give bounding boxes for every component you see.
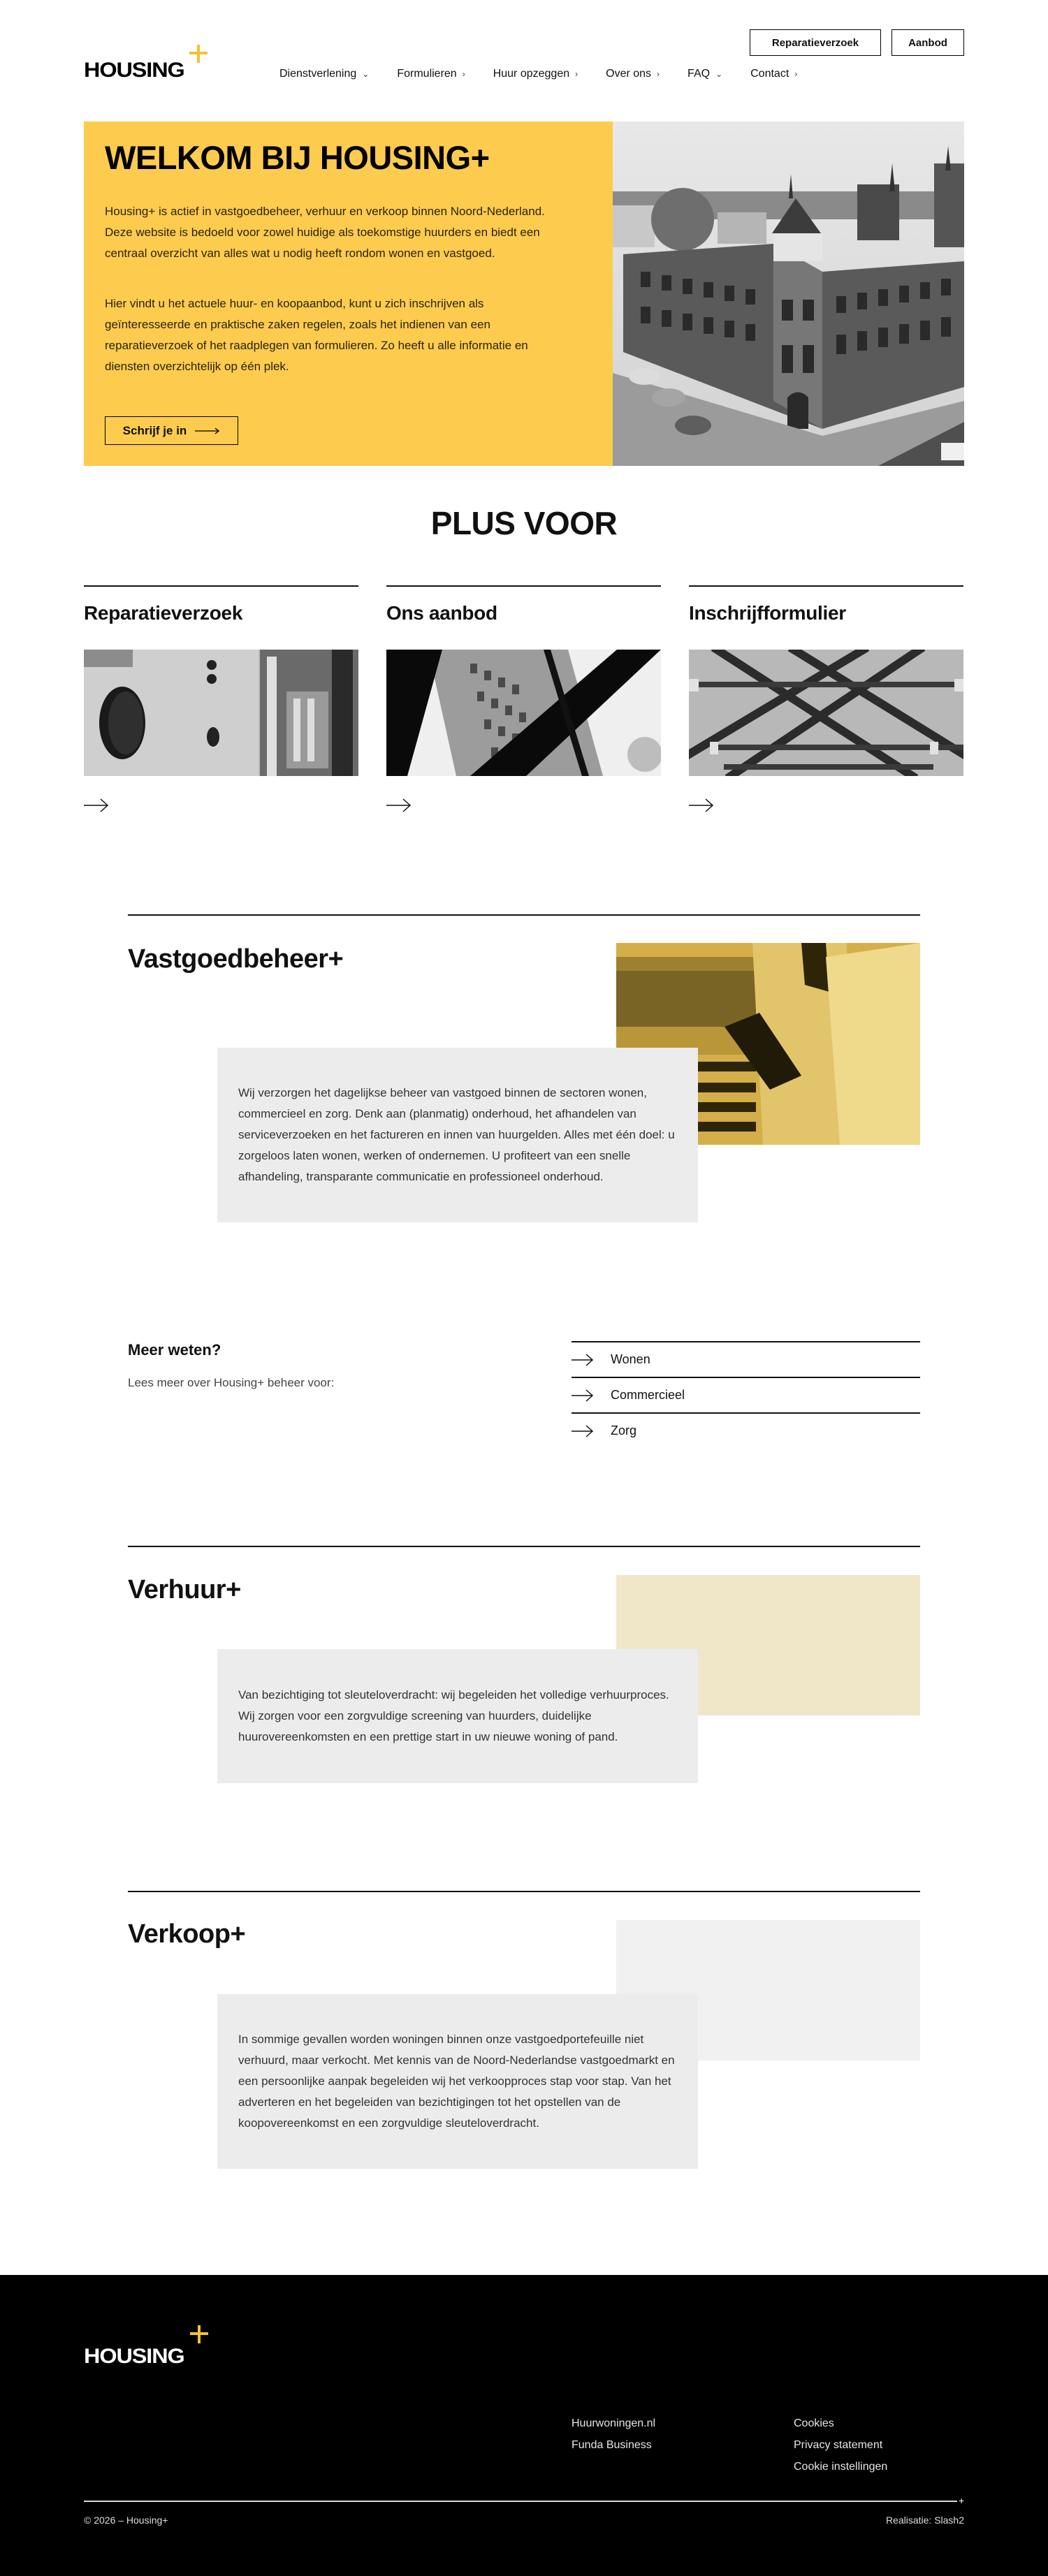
footer-divider bbox=[84, 2501, 957, 2502]
nav-item-over-ons[interactable] bbox=[606, 68, 660, 80]
arrow-right-icon[interactable] bbox=[386, 798, 412, 812]
building-photo-icon bbox=[613, 122, 964, 466]
arrow-right-icon[interactable] bbox=[689, 798, 714, 812]
verhuur-textbox bbox=[217, 1649, 698, 1783]
vastgoedbeheer-text: Wij verzorgen het dagelijkse beheer van vastgoed binnen de sectoren wonen, commercieel en zorg. Denk aan (planmatig) onderhoud, het afhandelen van serviceverzoeken en het factureren en innen van huurgelden. Alles met één doel: u zorgeloos laten wonen, werken of ondernemen. U profiteert van een snelle afhandeling, transparante communicatie en professioneel onderhoud. bbox=[238, 1086, 675, 1183]
section-divider bbox=[128, 914, 920, 916]
card-title: Inschrijfformulier bbox=[689, 602, 846, 624]
link-commercieel[interactable] bbox=[572, 1377, 920, 1412]
section-divider bbox=[128, 1546, 920, 1547]
footer-logo-wordmark: HOUSING bbox=[84, 2345, 184, 2368]
nav-label: Dienstverlening bbox=[279, 68, 357, 80]
credit-link[interactable]: Realisatie: Slash2 bbox=[885, 2515, 964, 2526]
chevron-right-icon: › bbox=[657, 69, 660, 79]
logo-plus-icon bbox=[190, 2325, 208, 2343]
verhuur-title: Verhuur+ bbox=[128, 1575, 241, 1604]
meer-weten-links bbox=[572, 1341, 920, 1448]
nav-label: Over ons bbox=[606, 68, 652, 80]
logo-link[interactable] bbox=[84, 46, 184, 82]
card-image-steel-frame bbox=[689, 650, 963, 776]
nav-label: Contact bbox=[750, 68, 789, 80]
arrow-right-icon bbox=[195, 427, 220, 434]
main-nav bbox=[279, 68, 825, 80]
copyright: © 2026 – Housing+ bbox=[84, 2515, 168, 2526]
footer-link-huurwoningen[interactable]: Huurwoningen.nl bbox=[572, 2417, 656, 2429]
footer-link-cookies[interactable]: Cookies bbox=[794, 2417, 834, 2429]
footer bbox=[0, 2275, 1048, 2576]
chevron-down-icon: ⌄ bbox=[362, 69, 370, 79]
logo-wordmark: HOUSING bbox=[84, 59, 184, 82]
hero-paragraph-2: Hier vindt u het actuele huur- en koopaanbod, kunt u zich inschrijven als geïnteresseerde en praktische zaken regelen, zoals het indienen van een reparatieverzoek of het raadplegen van formulieren. Zo heeft u alle informatie en diensten overzichtelijk op één plek. bbox=[105, 297, 528, 373]
link-label: Commercieel bbox=[611, 1388, 685, 1402]
hero-paragraph-1: Housing+ is actief in vastgoedbeheer, verhuur en verkoop binnen Noord-Nederland. Deze website is bedoeld voor zowel huidige als toekomstige huurders en biedt een centraal overzicht van alles wat u nodig heeft rondom wonen en vastgoed. bbox=[105, 205, 545, 260]
verkoop-title: Verkoop+ bbox=[128, 1919, 246, 1949]
nav-label: Huur opzeggen bbox=[493, 68, 570, 80]
arrow-right-icon bbox=[572, 1425, 594, 1437]
link-wonen[interactable] bbox=[572, 1341, 920, 1377]
nav-item-faq[interactable] bbox=[687, 68, 722, 80]
footer-link-funda-business[interactable]: Funda Business bbox=[572, 2439, 652, 2451]
vastgoedbeheer-title: Vastgoedbeheer+ bbox=[128, 944, 344, 974]
card-image-boiler bbox=[84, 650, 358, 776]
nav-item-formulieren[interactable] bbox=[397, 68, 465, 80]
nav-item-contact[interactable] bbox=[750, 68, 797, 80]
card-divider bbox=[386, 585, 661, 587]
card-title: Ons aanbod bbox=[386, 602, 497, 624]
footer-links-partners bbox=[572, 2416, 655, 2452]
schrijf-je-in-button[interactable] bbox=[105, 416, 238, 445]
plus-voor-title: PLUS VOOR bbox=[430, 505, 618, 541]
hero-building-photo bbox=[613, 122, 964, 466]
chevron-right-icon: › bbox=[462, 69, 465, 79]
card-divider bbox=[84, 585, 358, 587]
button-label: Schrijf je in bbox=[122, 423, 187, 437]
card-divider bbox=[689, 585, 963, 587]
link-label: Zorg bbox=[611, 1424, 637, 1437]
plus-icon: + bbox=[959, 2495, 965, 2506]
footer-link-privacy-statement[interactable]: Privacy statement bbox=[794, 2439, 883, 2451]
verkoop-textbox bbox=[217, 1994, 698, 2169]
nav-item-dienstverlening[interactable] bbox=[279, 68, 369, 80]
hero-title: WELKOM BIJ HOUSING+ bbox=[105, 139, 490, 176]
footer-logo-link[interactable] bbox=[84, 2329, 184, 2368]
card-ons-aanbod[interactable] bbox=[386, 585, 661, 816]
meer-weten-subtitle: Lees meer over Housing+ beheer voor: bbox=[128, 1376, 335, 1389]
chevron-right-icon: › bbox=[575, 69, 578, 79]
chevron-right-icon: › bbox=[794, 69, 798, 79]
reparatieverzoek-button[interactable]: Reparatieverzoek bbox=[750, 29, 881, 56]
card-inschrijfformulier[interactable] bbox=[689, 585, 963, 816]
arrow-right-icon bbox=[572, 1354, 594, 1366]
card-image-tower bbox=[386, 650, 661, 776]
verhuur-text: Van bezichtiging tot sleuteloverdracht: wij begeleiden het volledige verhuurproces. Wij zorgen voor een zorgvuldige screening van huurders, duidelijke huurovereenkomsten en een prettige start in uw nieuwe woning of pand. bbox=[238, 1688, 669, 1743]
chevron-down-icon: ⌄ bbox=[715, 69, 723, 79]
tower-photo-icon bbox=[386, 650, 661, 776]
meer-weten-title: Meer weten? bbox=[128, 1341, 221, 1359]
verkoop-text: In sommige gevallen worden woningen binnen onze vastgoedportefeuille niet verhuurd, maar verkocht. Met kennis van de Noord-Nederlandse vastgoedmarkt en een persoonlijke aanpak begeleiden wij het verkoopproces stap voor stap. Van het adverteren en het begeleiden van bezichtigingen tot het opstellen van de koopovereenkomst en een zorgvuldige sleuteloverdracht. bbox=[238, 2033, 675, 2130]
card-title: Reparatieverzoek bbox=[84, 602, 243, 624]
link-label: Wonen bbox=[611, 1352, 650, 1366]
link-zorg[interactable] bbox=[572, 1412, 920, 1448]
nav-item-huur-opzeggen[interactable] bbox=[493, 68, 578, 80]
nav-label: FAQ bbox=[687, 68, 711, 80]
card-reparatieverzoek[interactable] bbox=[84, 585, 358, 816]
steel-frame-photo-icon bbox=[689, 650, 963, 776]
arrow-right-icon[interactable] bbox=[84, 798, 109, 812]
vastgoedbeheer-textbox bbox=[217, 1048, 698, 1222]
arrow-right-icon bbox=[572, 1389, 594, 1402]
nav-label: Formulieren bbox=[397, 68, 457, 80]
aanbod-button[interactable]: Aanbod bbox=[891, 29, 964, 56]
logo-plus-icon bbox=[189, 45, 208, 63]
footer-link-cookie-instellingen[interactable]: Cookie instellingen bbox=[794, 2461, 888, 2473]
footer-links-legal bbox=[794, 2416, 887, 2474]
section-divider bbox=[128, 1891, 920, 1892]
boiler-photo-icon bbox=[84, 650, 358, 776]
